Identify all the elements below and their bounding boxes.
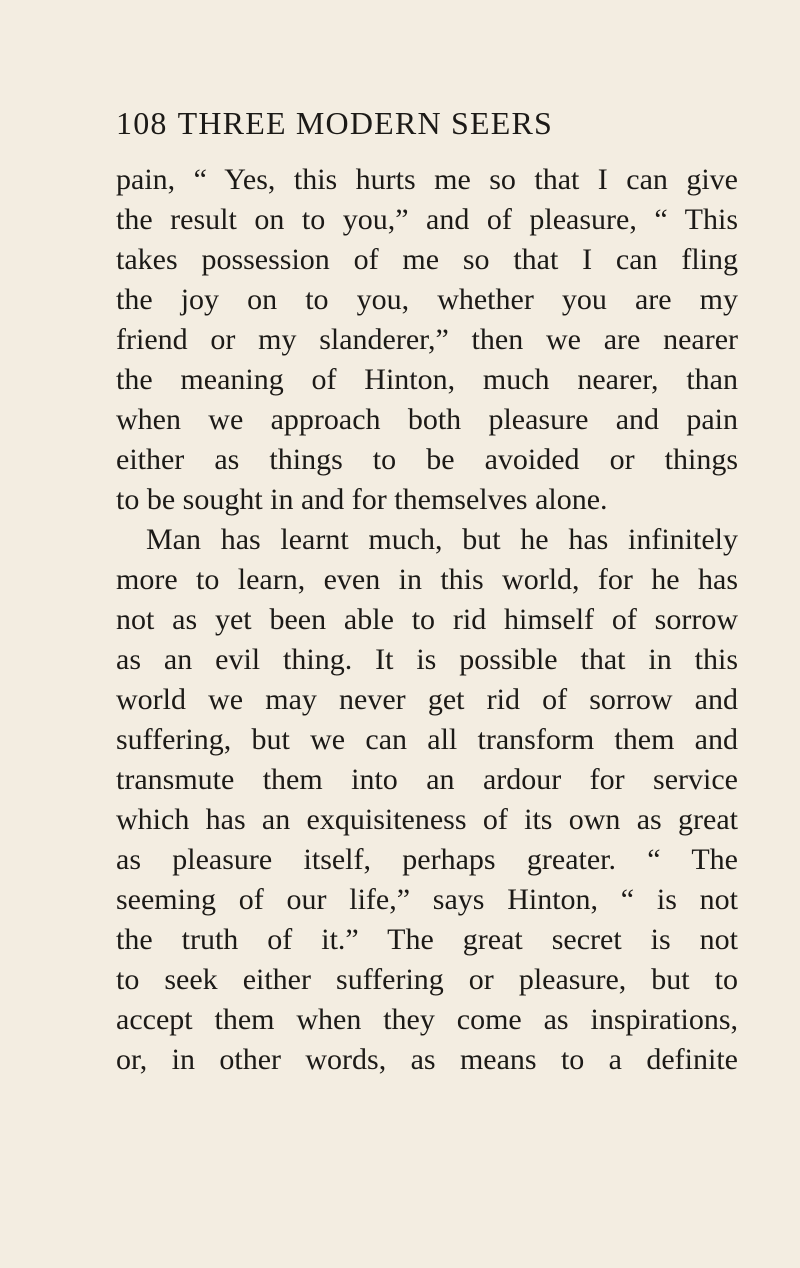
text-line: either as things to be avoided or things (116, 443, 738, 476)
text-line: the meaning of Hinton, much nearer, than (116, 363, 738, 396)
text-line: transmute them into an ardour for service (116, 763, 738, 796)
text-line: to be sought in and for themselves alone. (116, 483, 608, 516)
text-line: the joy on to you, whether you are my (116, 283, 738, 316)
text-line: takes possession of me so that I can fling (116, 243, 738, 276)
paragraph-start-line: Man has learnt much, but he has infinitely (146, 523, 738, 556)
text-line: world we may never get rid of sorrow and (116, 683, 738, 716)
text-line: more to learn, even in this world, for he has (116, 563, 738, 596)
text-line: seeming of our life,” says Hinton, “ is not (116, 883, 738, 916)
text-line: not as yet been able to rid himself of sorrow (116, 603, 738, 636)
running-title: THREE MODERN SEERS (177, 105, 554, 141)
text-line: or, in other words, as means to a definite (116, 1043, 738, 1076)
text-line: accept them when they come as inspirations, (116, 1003, 738, 1036)
page-number: 108 (116, 105, 168, 141)
text-line: friend or my slanderer,” then we are nearer (116, 323, 738, 356)
text-line: pain, “ Yes, this hurts me so that I can give (116, 163, 738, 196)
running-head (116, 103, 553, 143)
text-line: suffering, but we can all transform them and (116, 723, 738, 756)
text-line: which has an exquisiteness of its own as great (116, 803, 738, 836)
text-line: as pleasure itself, perhaps greater. “ The (116, 843, 738, 876)
text-line: the truth of it.” The great secret is not (116, 923, 738, 956)
body-text (116, 160, 738, 1080)
text-line: to seek either suffering or pleasure, but to (116, 963, 738, 996)
text-line: as an evil thing. It is possible that in this (116, 643, 738, 676)
text-line: the result on to you,” and of pleasure, “ This (116, 203, 738, 236)
text-line: when we approach both pleasure and pain (116, 403, 738, 436)
